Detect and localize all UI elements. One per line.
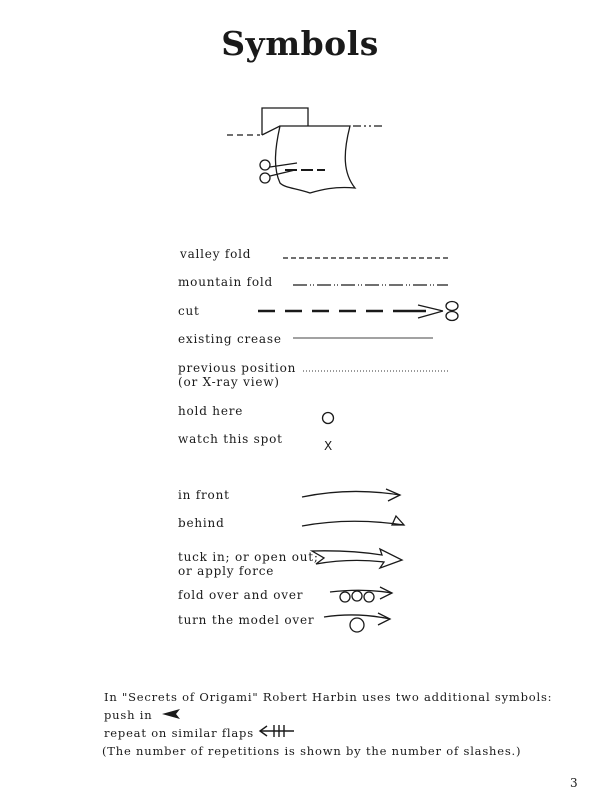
tuck-in-hollow-arrow-icon: [310, 546, 405, 570]
folded-paper-illustration-icon: [225, 98, 395, 198]
legend-label-cut: cut: [178, 304, 200, 318]
legend-label-previous-position: previous position (or X-ray view): [178, 361, 297, 389]
watch-spot-x-icon: X: [324, 439, 334, 453]
turn-over-arrow-icon: [322, 609, 394, 635]
existing-crease-icon: [293, 336, 433, 340]
legend-label-behind: behind: [178, 516, 225, 530]
footer-repeat: repeat on similar flaps: [104, 726, 254, 740]
push-in-arrowhead-icon: [160, 708, 182, 720]
valley-fold-icon: [283, 256, 451, 260]
mountain-fold-icon: [293, 283, 448, 287]
footer-intro: In "Secrets of Origami" Robert Harbin uses two additional symbols:: [104, 690, 553, 704]
legend-label-hold-here: hold here: [178, 404, 244, 418]
footer-note: (The number of repetitions is shown by the number of slashes.): [102, 744, 522, 758]
previous-position-dotted-icon: [303, 369, 450, 373]
legend-label-in-front: in front: [178, 488, 230, 502]
legend-label-tuck-in: tuck in; or open out; or apply force: [178, 550, 319, 578]
legend-label-watch-this-spot: watch this spot: [178, 432, 283, 446]
hold-here-circle-icon: [321, 411, 335, 425]
legend-label-turn-model-over: turn the model over: [178, 613, 315, 627]
behind-arrow-icon: [300, 513, 408, 529]
legend-label-valley-fold: valley fold: [180, 247, 252, 261]
footer-push-in: push in: [104, 708, 153, 722]
page-title: Symbols: [221, 24, 379, 63]
fold-over-arrow-icon: [328, 585, 396, 605]
page-number: 3: [570, 776, 578, 790]
legend-label-fold-over-and-over: fold over and over: [178, 588, 304, 602]
cut-line-scissors-icon: [258, 300, 463, 322]
legend-label-mountain-fold: mountain fold: [178, 275, 274, 289]
legend-label-existing-crease: existing crease: [178, 332, 282, 346]
repeat-flaps-arrow-icon: [258, 723, 296, 739]
in-front-arrow-icon: [300, 487, 405, 503]
